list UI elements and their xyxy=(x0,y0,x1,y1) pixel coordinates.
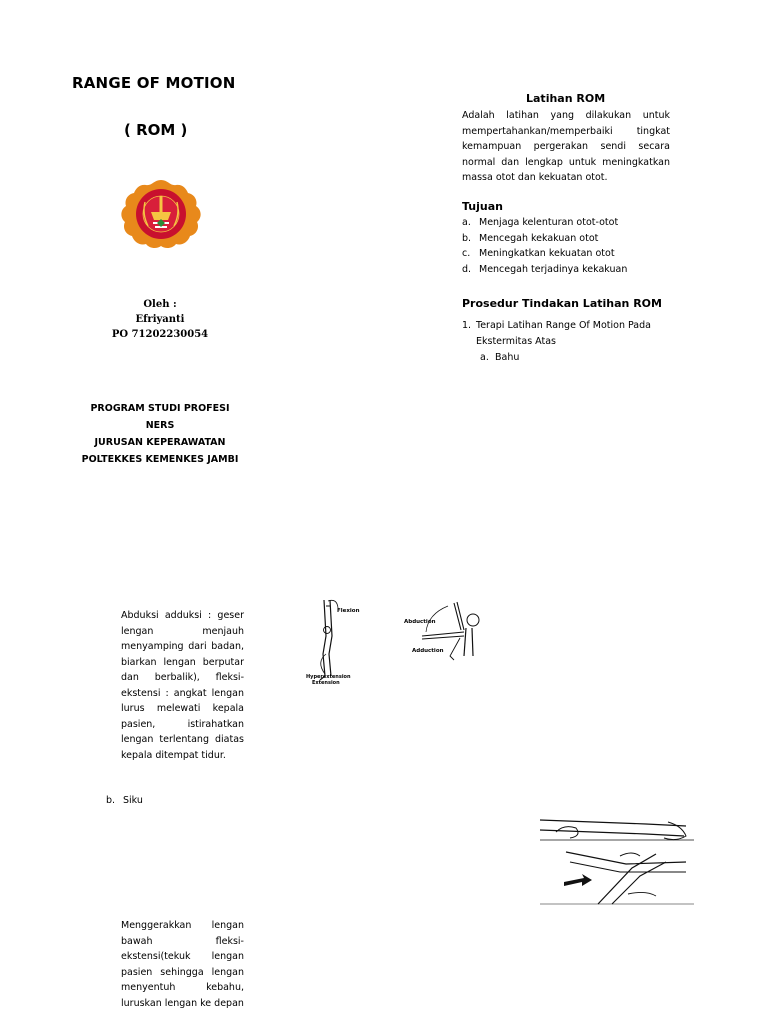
flexion-label: Flexion xyxy=(337,608,360,614)
definition-text: Adalah latihan yang dilakukan untuk mempertahankan/memperbaiki tingkat kemampuan pergerakan sendi secara normal dan lengkap untuk meningkatkan massa otot dan kekuatan otot. xyxy=(462,110,670,183)
elbow-flexion-figure xyxy=(536,812,700,906)
tujuan-list xyxy=(462,215,672,277)
institution-line: NERS xyxy=(145,420,175,431)
document-title: RANGE OF MOTION xyxy=(72,74,236,92)
institution-line: JURUSAN KEPERAWATAN xyxy=(94,437,226,448)
tujuan-heading: Tujuan xyxy=(462,200,503,213)
list-item: a. Menjaga kelenturan otot-otot xyxy=(462,217,619,228)
prosedur-heading: Prosedur Tindakan Latihan ROM xyxy=(462,297,662,310)
author-id: PO 71202230054 xyxy=(111,329,209,340)
prosedur-item: 1. Terapi Latihan Range Of Motion Pada Ekstermitas Atas xyxy=(462,320,651,347)
poltekkes-logo xyxy=(116,178,206,250)
list-item: d. Mencegah terjadinya kekakuan xyxy=(462,263,628,275)
author-name: Efriyanti xyxy=(135,314,185,325)
institution-block xyxy=(70,400,250,468)
document-subtitle: ( ROM ) xyxy=(124,121,188,139)
latihan-rom-heading: Latihan ROM xyxy=(526,92,606,105)
flexion-extension-figure xyxy=(306,596,368,690)
siku-description: Menggerakkan lengan bawah fleksi-ekstensi(tekuk lengan pasien sehingga lengan menyentuh kebahu, luruskan lengan ke depan xyxy=(121,920,244,1009)
list-item: b. Mencegah kekakuan otot xyxy=(462,232,599,244)
institution-line: PROGRAM STUDI PROFESI xyxy=(90,403,230,414)
adduction-label: Adduction xyxy=(412,648,444,654)
extension-label: Extension xyxy=(312,680,340,686)
siku-item: b. Siku xyxy=(106,795,143,806)
list-item: c. Meningkatkan kekuatan otot xyxy=(462,248,615,259)
author-label: Oleh : xyxy=(143,299,177,310)
bahu-subitem: a. Bahu xyxy=(480,352,520,363)
abduction-adduction-figure xyxy=(398,596,482,668)
institution-line: POLTEKKES KEMENKES JAMBI xyxy=(81,454,239,465)
bahu-description: Abduksi adduksi : geser lengan menjauh menyamping dari badan, biarkan lengan berputar dan berbalik), fleksi-ekstensi : angkat lengan lurus melewati kepala pasien, istirahatkan lengan terlentang diatas kepala ditempat tidur. xyxy=(121,610,244,761)
author-block xyxy=(100,297,220,342)
abduction-label: Abduction xyxy=(404,619,436,625)
hyperextension-label: Hyperextension xyxy=(306,674,351,680)
